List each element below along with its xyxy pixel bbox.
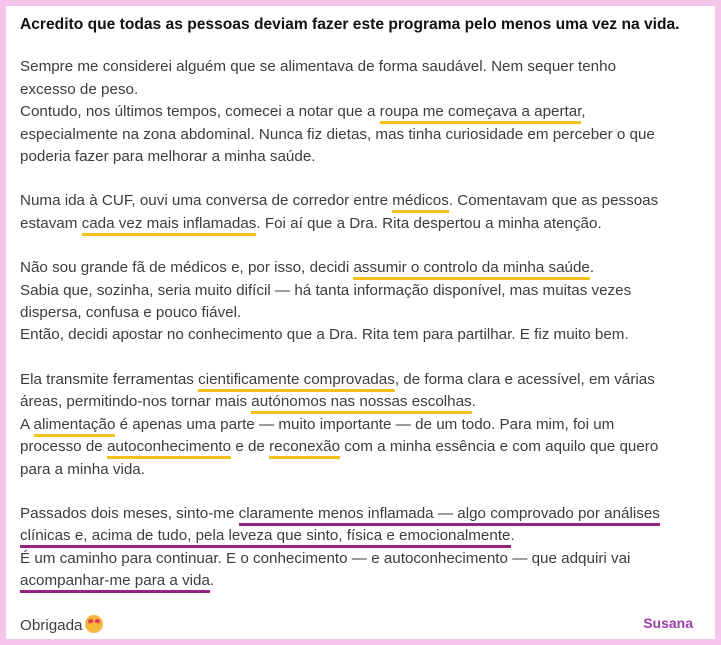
text-segment: Ela transmite ferramentas <box>20 370 199 388</box>
text-segment: Numa ida à CUF, ouvi uma conversa de corredor entre <box>20 192 393 210</box>
text-segment: estavam <box>20 214 82 232</box>
text-line: excesso de peso. <box>20 80 139 98</box>
text-segment: áreas, permitindo-nos tornar mais <box>20 393 252 411</box>
text-segment: . Comentavam que as pessoas <box>448 192 659 210</box>
text-line: especialmente na zona abdominal. Nunca fiz dietas, mas tinha curiosidade em perceber o que <box>20 125 655 143</box>
text-segment: e de <box>231 438 270 456</box>
text-line: dispersa, confusa e pouco fiável. <box>20 304 242 322</box>
highlight-yellow: cientificamente comprovadas <box>198 371 395 392</box>
text-line <box>20 101 705 123</box>
text-segment: , <box>581 103 586 121</box>
text-line <box>20 414 705 436</box>
text-segment: com a minha essência e com aquilo que quero <box>340 438 659 456</box>
text-segment: Passados dois meses, sinto-me <box>20 504 239 522</box>
paragraph-2 <box>20 190 705 235</box>
text-line: Sabia que, sozinha, seria muito difícil — há tanta informação disponível, mas muitas vezes <box>20 281 632 299</box>
highlight-yellow: autoconhecimento <box>107 438 231 459</box>
text-segment: processo de <box>20 438 107 456</box>
text-line: É um caminho para continuar. E o conhecimento — e autoconhecimento — que adquiri vai <box>20 549 631 567</box>
text-segment: . Foi aí que a Dra. Rita despertou a minha atenção. <box>256 214 602 232</box>
highlight-yellow: cada vez mais inflamadas <box>82 215 257 236</box>
text-segment: . <box>510 527 515 545</box>
highlight-yellow: autónomos nas nossas escolhas <box>251 393 471 414</box>
text-line <box>20 503 705 525</box>
text-segment: Não sou grande fã de médicos e, por isso, decidi <box>20 259 354 277</box>
text-segment: é apenas uma parte — muito importante — de um todo. Para mim, foi um <box>115 415 615 433</box>
text-segment: . <box>471 393 476 411</box>
highlight-magenta: claramente menos inflamada — algo comprovado por análises <box>239 505 660 526</box>
closing-text: Obrigada <box>20 616 83 634</box>
text-segment: . <box>209 572 215 590</box>
highlight-magenta: acompanhar-me para a vida <box>20 572 210 593</box>
text-line <box>20 570 705 592</box>
text-segment: . <box>589 259 595 277</box>
highlight-yellow: assumir o controlo da minha saúde <box>353 259 589 280</box>
text-line: para a minha vida. <box>20 460 145 478</box>
paragraph-4 <box>20 369 705 481</box>
text-line: Então, decidi apostar no conhecimento que a Dra. Rita tem para partilhar. E fiz muito bem. <box>20 326 629 344</box>
testimonial-title: Acredito que todas as pessoas deviam fazer este programa pelo menos uma vez na vida. <box>20 16 680 33</box>
signature: Susana <box>643 614 693 631</box>
text-line <box>20 369 705 391</box>
text-line <box>20 257 705 279</box>
text-line <box>20 525 705 547</box>
highlight-yellow: médicos <box>392 192 449 213</box>
highlight-yellow: alimentação <box>34 416 116 437</box>
highlight-yellow: roupa me começava a apertar <box>380 103 582 124</box>
text-line: poderia fazer para melhorar a minha saúde. <box>20 148 316 166</box>
highlight-magenta: clínicas e, acima de tudo, pela leveza que sinto, física e emocionalmente <box>20 527 511 548</box>
testimonial-card <box>6 6 715 639</box>
text-segment: , de forma clara e acessível, em várias <box>394 370 655 388</box>
text-line <box>20 190 705 212</box>
paragraph-5 <box>20 503 705 593</box>
paragraph-3 <box>20 257 705 347</box>
paragraph-1 <box>20 56 705 168</box>
text-line <box>20 436 705 458</box>
text-line <box>20 391 705 413</box>
text-line <box>20 213 705 235</box>
closing-row <box>20 615 705 637</box>
highlight-yellow: reconexão <box>269 438 340 459</box>
text-segment: A <box>20 415 34 433</box>
text-segment: Contudo, nos últimos tempos, comecei a notar que a <box>20 103 380 121</box>
smiling-face-with-hearts-icon <box>85 615 103 633</box>
text-line: Sempre me considerei alguém que se alimentava de forma saudável. Nem sequer tenho <box>20 58 617 76</box>
